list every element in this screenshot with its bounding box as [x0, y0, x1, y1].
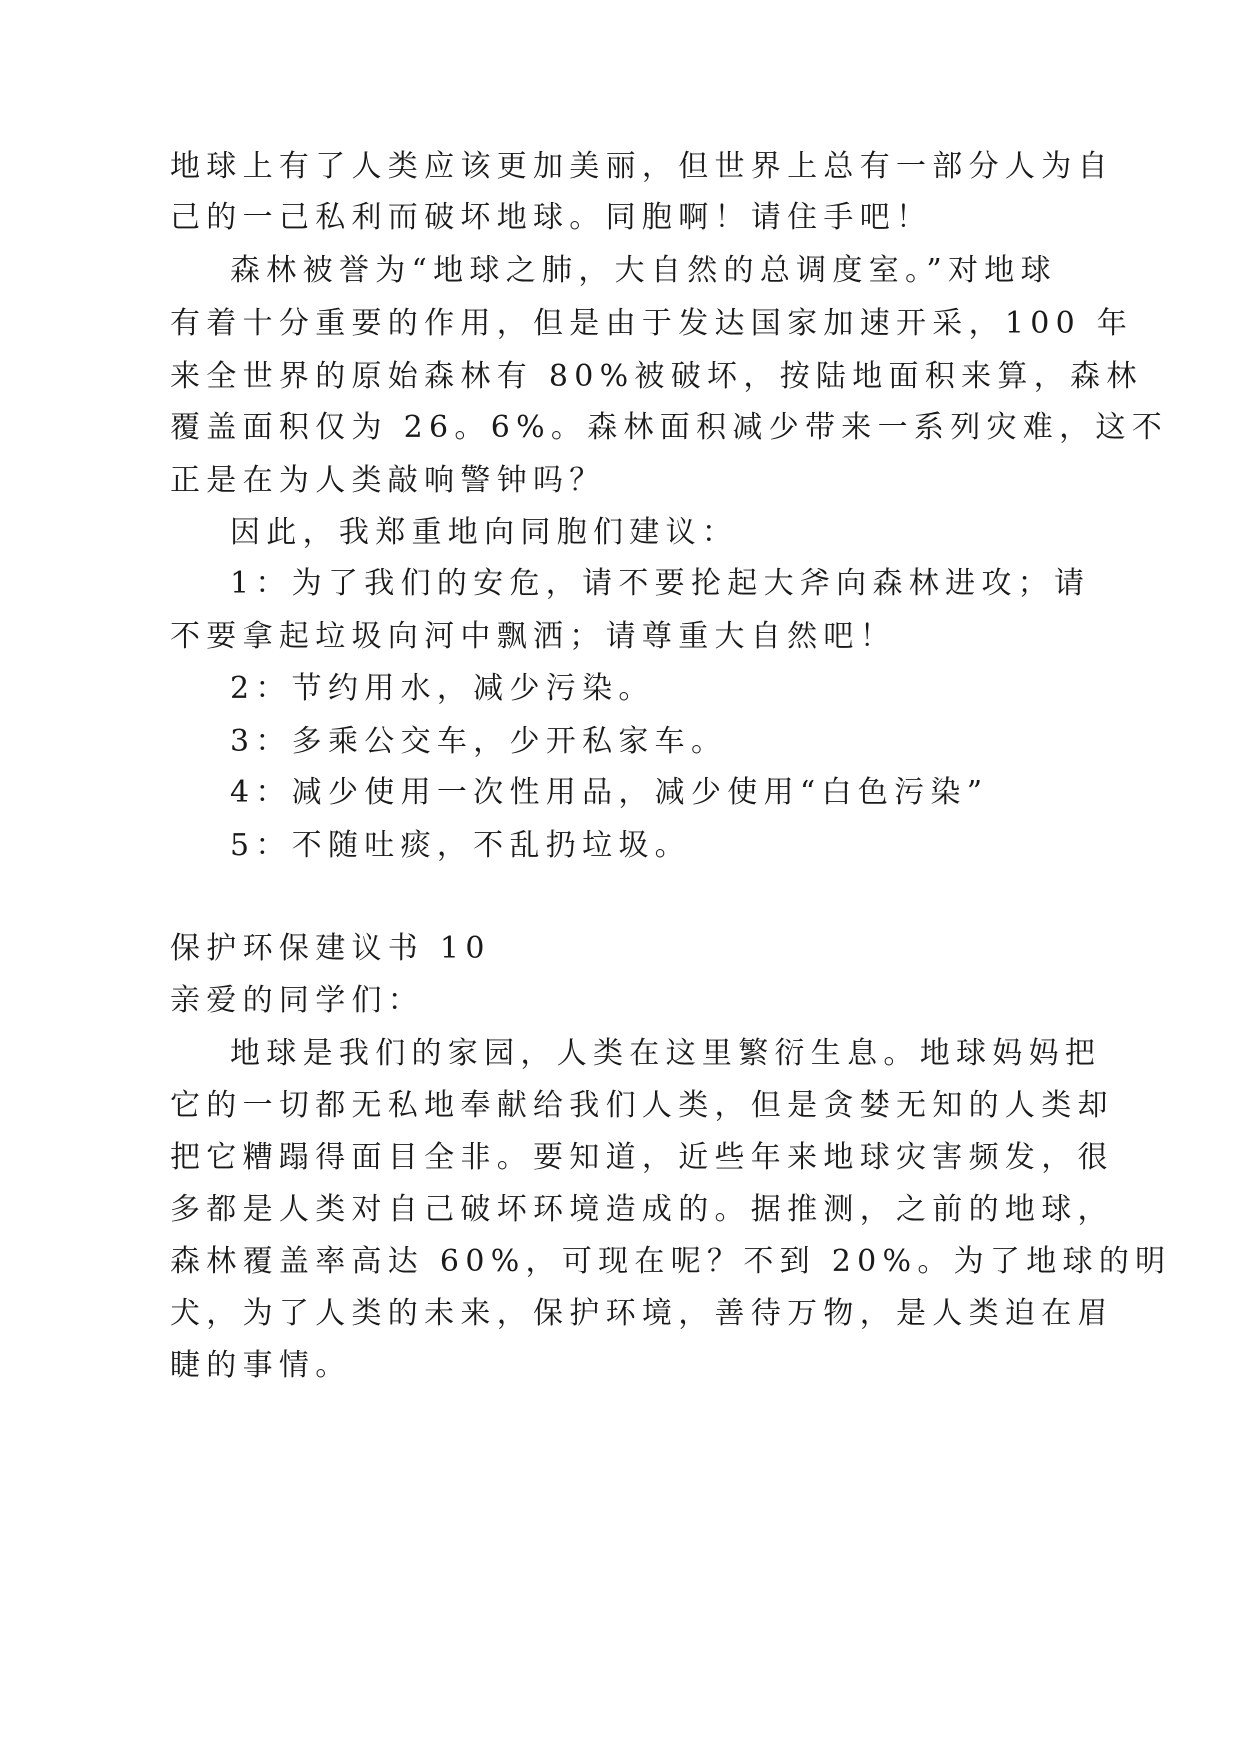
text-line: 睫的事情。 — [170, 1348, 352, 1383]
text-line: 1：为了我们的安危，请不要抡起大斧向森林进攻；请 — [230, 566, 1091, 601]
salutation: 亲爱的同学们： — [170, 983, 425, 1018]
text-line: 森林覆盖率高达 60%，可现在呢？不到 20%。为了地球的明 — [170, 1244, 1172, 1279]
text-line: 地球是我们的家园，人类在这里繁衍生息。地球妈妈把 — [230, 1036, 1102, 1071]
text-line: 不要拿起垃圾向河中飘洒；请尊重大自然吧！ — [170, 619, 896, 654]
text-line: 有着十分重要的作用，但是由于发达国家加速开采，100 年 — [170, 306, 1134, 341]
text-line: 把它糟蹋得面目全非。要知道，近些年来地球灾害频发，很 — [170, 1140, 1114, 1175]
text-line: 森林被誉为“地球之肺，大自然的总调度室。”对地球 — [230, 253, 1057, 288]
text-line: 多都是人类对自己破坏环境造成的。据推测，之前的地球， — [170, 1192, 1114, 1227]
text-line: 4：减少使用一次性用品，减少使用“白色污染” — [230, 775, 989, 810]
text-line: 3：多乘公交车，少开私家车。 — [230, 724, 728, 759]
text-line: 己的一己私利而破坏地球。同胞啊！请住手吧！ — [170, 200, 933, 235]
text-line: 犬，为了人类的未来，保护环境，善待万物，是人类迫在眉 — [170, 1296, 1114, 1331]
text-line: 来全世界的原始森林有 80%被破坏，按陆地面积来算，森林 — [170, 359, 1143, 394]
text-line: 覆盖面积仅为 26。6%。森林面积减少带来一系列灾难，这不 — [170, 410, 1169, 445]
section-title: 保护环保建议书 10 — [170, 931, 491, 966]
text-line: 因此，我郑重地向同胞们建议： — [230, 515, 739, 550]
text-line: 正是在为人类敲响警钟吗？ — [170, 463, 606, 498]
text-line: 2：节约用水，减少污染。 — [230, 671, 655, 706]
text-line: 它的一切都无私地奉献给我们人类，但是贪婪无知的人类却 — [170, 1088, 1114, 1123]
text-line: 5：不随吐痰，不乱扔垃圾。 — [230, 828, 691, 863]
text-line: 地球上有了人类应该更加美丽，但世界上总有一部分人为自 — [170, 149, 1114, 184]
